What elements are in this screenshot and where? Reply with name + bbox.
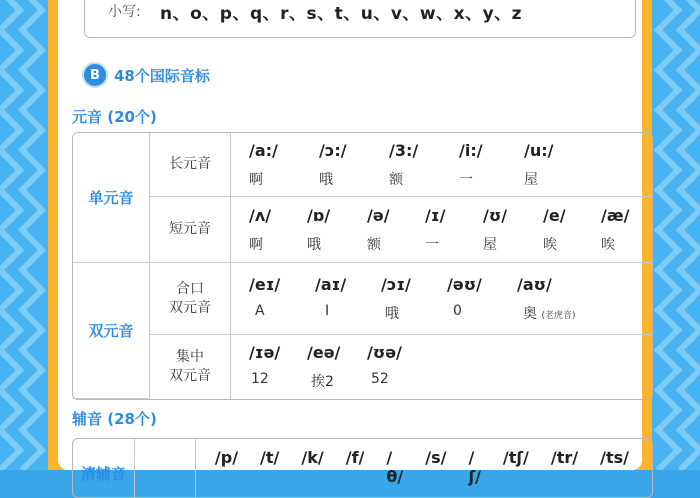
closing-diphthong-cell	[231, 263, 652, 335]
consonant-item: /tʃ/	[502, 448, 529, 467]
consonant-item: /k/	[301, 448, 324, 467]
section-b-heading	[84, 64, 210, 86]
vowel-item: /ʊ/ 屋	[483, 205, 508, 253]
long-vowel-cell	[231, 133, 652, 197]
long-vowel-label: 长元音	[150, 133, 231, 197]
tiger-sound-note: (老虎音)	[541, 310, 576, 321]
short-vowel-list	[249, 206, 652, 254]
closing-diphthong-list	[249, 275, 652, 323]
consonant-item: /f/	[345, 448, 365, 467]
vowels-title: 元音 (20个)	[72, 108, 157, 126]
section-b-badge: B	[84, 64, 106, 86]
vowel-item: /əʊ/ 0	[447, 274, 482, 319]
centering-diphthong-cell	[231, 335, 652, 399]
voiceless-consonant-label: 清辅音	[73, 439, 135, 497]
vowel-item: /ɔɪ/ 哦	[381, 274, 411, 322]
consonant-item: /ts/	[600, 448, 629, 467]
vowel-item: /u:/ 屋	[524, 140, 554, 188]
vowel-item: /ʌ/ 啊	[249, 205, 272, 253]
short-vowel-cell	[231, 197, 652, 263]
vowel-item: /ʊə/ 52	[367, 343, 402, 387]
centering-diphthong-list	[249, 343, 652, 391]
consonant-list	[197, 440, 651, 486]
closing-diphthong-label: 合口 双元音	[150, 263, 231, 335]
vowel-item: /eɪ/ A	[249, 274, 281, 319]
consonant-sub-cell	[135, 439, 196, 497]
centering-diphthong-label: 集中 双元音	[150, 335, 231, 399]
vowel-item: /ɪ/ 一	[425, 205, 446, 253]
lowercase-alphabet-box	[84, 0, 636, 38]
content-card	[58, 0, 642, 486]
vowel-item: /3:/ 额	[389, 140, 419, 188]
vowel-item: /ə/ 额	[367, 205, 390, 253]
lowercase-letters: n、o、p、q、r、s、t、u、v、w、x、y、z	[160, 4, 523, 24]
consonant-cell	[196, 439, 652, 497]
consonants-title: 辅音 (28个)	[72, 410, 157, 428]
consonant-item: /t/	[260, 448, 280, 467]
vowel-table	[72, 132, 653, 400]
vowel-item: /i:/ 一	[459, 140, 483, 188]
diphthong-label: 双元音	[73, 263, 150, 399]
short-vowel-label: 短元音	[150, 197, 231, 263]
long-vowel-list	[249, 141, 652, 189]
vowel-item: /e/ 唉	[543, 205, 566, 253]
consonant-item: /s/	[425, 448, 447, 467]
vowel-item: /aɪ/ I	[315, 274, 347, 319]
vowel-item: /ɔ:/ 哦	[319, 140, 347, 188]
vowel-item: /æ/ 唉	[601, 205, 630, 253]
vowel-item: /a:/ 啊	[249, 140, 278, 188]
consonant-item: /p/	[214, 448, 239, 467]
vowel-item: /aʊ/ 奥 (老虎音)	[517, 274, 576, 322]
vowel-item: /ɪə/ 12	[249, 343, 281, 387]
vowel-item: /eə/ 挨2	[307, 343, 341, 390]
lowercase-label: 小写:	[108, 4, 141, 20]
consonant-table	[72, 438, 653, 498]
consonant-item: /tr/	[550, 448, 579, 467]
monophthong-label: 单元音	[73, 133, 150, 263]
vowel-item: /ɒ/ 哦	[307, 205, 331, 253]
section-b-title: 48个国际音标	[114, 66, 210, 85]
consonant-item: /ʃ/	[468, 448, 481, 486]
consonant-item: /θ/	[386, 448, 404, 486]
page-frame	[48, 0, 652, 486]
